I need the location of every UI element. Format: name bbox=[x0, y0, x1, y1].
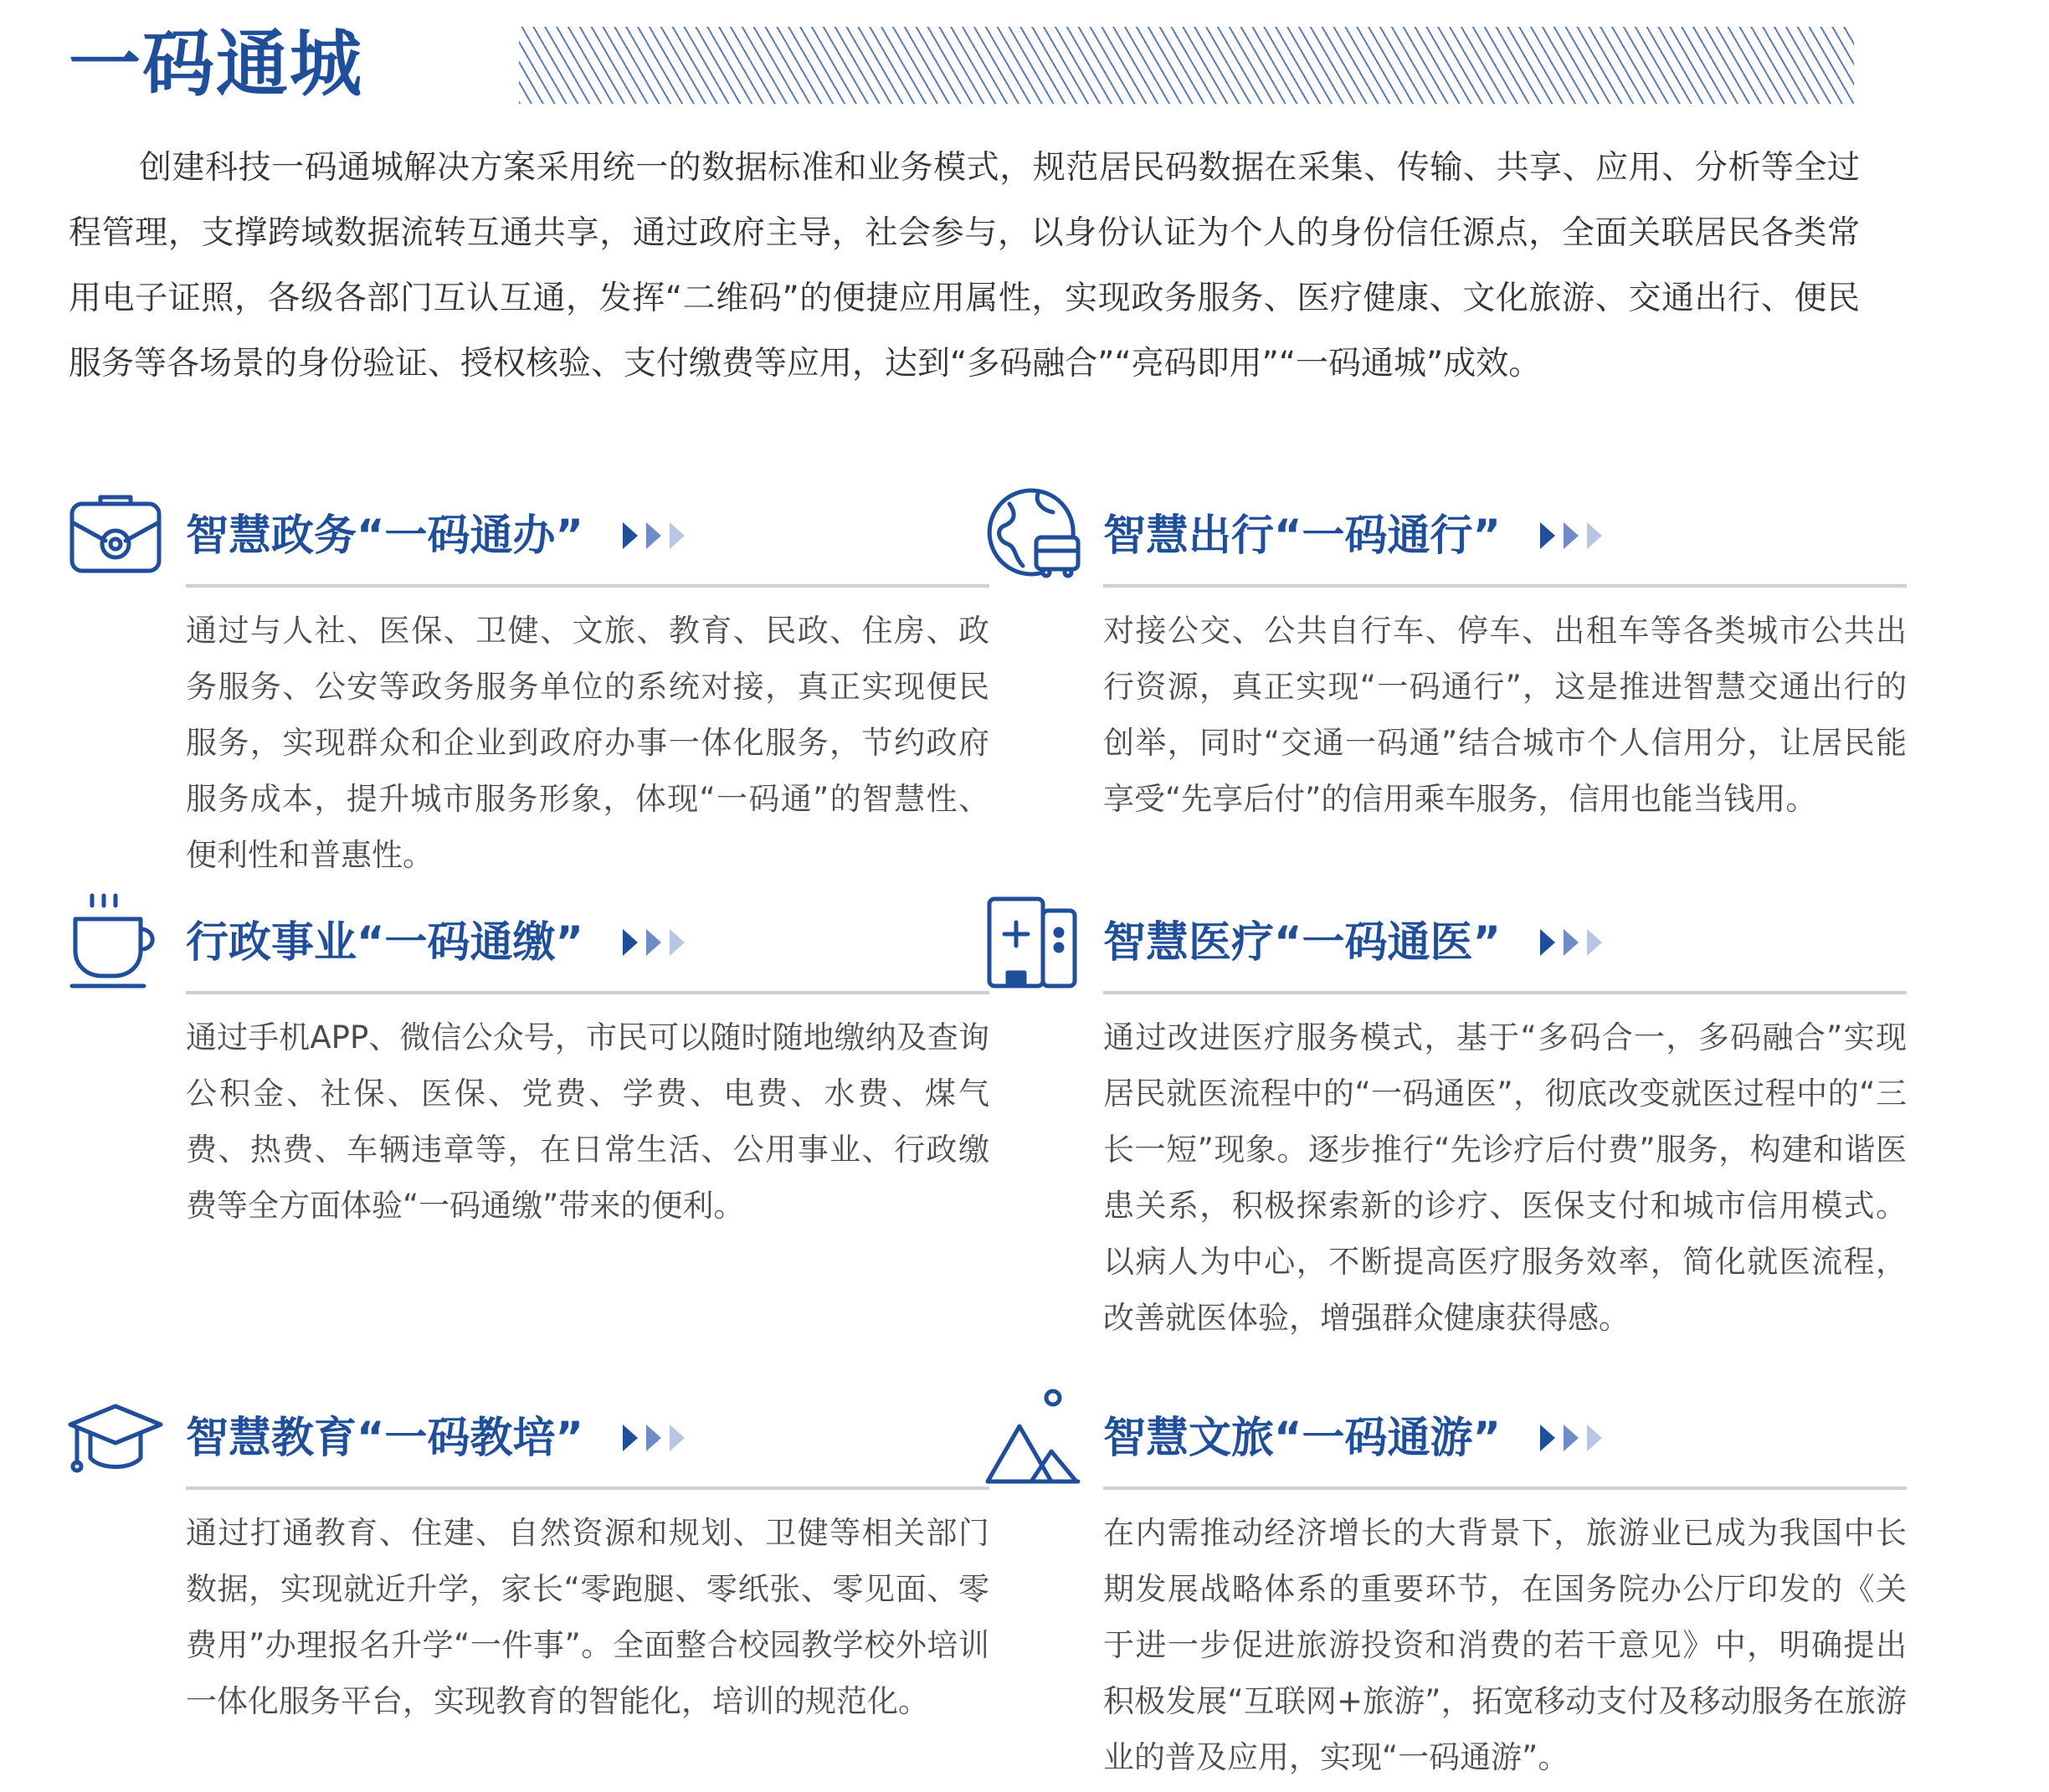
arrows-icon bbox=[619, 521, 695, 551]
section-heading: 智慧教育“一码教培” bbox=[186, 1414, 584, 1463]
section-divider bbox=[1103, 991, 1907, 994]
section-divider bbox=[186, 1486, 989, 1490]
camera-bag-icon bbox=[67, 485, 164, 583]
intro-paragraph: 创建科技一码通城解决方案采用统一的数据标准和业务模式，规范居民码数据在采集、传输、共享、应用、分析等全过程管理，支撑跨域数据流转互通共享，通过政府主导，社会参与，以身份认证为个人的身份信任源点，全面关联居民各类常用电子证照，各级各部门互认互通，发挥“二维码”的便捷应用属性，实现政务服务、医疗健康、文化旅游、交通出行、便民服务等各场景的身份验证、授权核验、支付缴费等应用，达到“多码融合”“亮码即用”“一码通城”成效。 bbox=[69, 149, 1860, 383]
arrows-icon bbox=[1537, 521, 1612, 551]
arrows-icon bbox=[1537, 927, 1612, 958]
section-body: 在内需推动经济增长的大背景下，旅游业已成为我国中长期发展战略体系的重要环节，在国务院办公厅印发的《关于进一步促进旅游投资和消费的若干意见》中，明确提出积极发展“互联网+旅游”，拓宽移动支付及移动服务在旅游业的普及应用，实现“一码通游”。 bbox=[1103, 1515, 1907, 1775]
section-body: 通过手机APP、微信公众号，市民可以随时随地缴纳及查询公积金、社保、医保、党费、学费、电费、水费、煤气费、热费、车辆违章等，在日常生活、公用事业、行政缴费等全方面体验“一码通缴”带来的便利。 bbox=[186, 1019, 989, 1224]
section-heading: 行政事业“一码通缴” bbox=[186, 918, 584, 968]
section-divider bbox=[1103, 1486, 1907, 1490]
section-body: 通过与人社、医保、卫健、文旅、教育、民政、住房、政务服务、公安等政务服务单位的系统对接，真正实现便民服务，实现群众和企业到政府办事一体化服务，节约政府服务成本，提升城市服务形象，体现“一码通”的智慧性、便利性和普惠性。 bbox=[186, 613, 989, 873]
section-heading: 智慧出行“一码通行” bbox=[1103, 511, 1502, 561]
section-divider bbox=[186, 584, 989, 588]
hospital-icon bbox=[984, 892, 1081, 989]
section-body: 对接公交、公共自行车、停车、出租车等各类城市公共出行资源，真正实现“一码通行”，这是推进智慧交通出行的创举，同时“交通一码通”结合城市个人信用分，让居民能享受“先享后付”的信用乘车服务，信用也能当钱用。 bbox=[1103, 613, 1907, 817]
arrows-icon bbox=[619, 1423, 695, 1453]
title-hatch-decoration bbox=[519, 27, 1854, 104]
globe-bus-icon bbox=[984, 485, 1081, 583]
page-title: 一码通城 bbox=[69, 22, 363, 106]
section-divider bbox=[1103, 584, 1907, 588]
cup-icon bbox=[67, 892, 164, 989]
section-body: 通过打通教育、住建、自然资源和规划、卫健等相关部门数据，实现就近升学，家长“零跑腿、零纸张、零见面、零费用”办理报名升学“一件事”。全面整合校园教学校外培训一体化服务平台，实现教育的智能化，培训的规范化。 bbox=[186, 1515, 989, 1719]
section-body: 通过改进医疗服务模式，基于“多码合一，多码融合”实现居民就医流程中的“一码通医”，彻底改变就医过程中的“三长一短”现象。逐步推行“先诊疗后付费”服务，构建和谐医患关系，积极探索新的诊疗、医保支付和城市信用模式。以病人为中心，不断提高医疗服务效率，简化就医流程，改善就医体验，增强群众健康获得感。 bbox=[1103, 1019, 1907, 1336]
section-heading: 智慧文旅“一码通游” bbox=[1103, 1414, 1502, 1463]
section-divider bbox=[186, 991, 989, 994]
graduation-cap-icon bbox=[67, 1388, 164, 1485]
section-heading: 智慧政务“一码通办” bbox=[186, 511, 584, 561]
section-heading: 智慧医疗“一码通医” bbox=[1103, 918, 1502, 968]
mountain-sun-icon bbox=[984, 1388, 1081, 1485]
arrows-icon bbox=[619, 927, 695, 958]
arrows-icon bbox=[1537, 1423, 1612, 1453]
